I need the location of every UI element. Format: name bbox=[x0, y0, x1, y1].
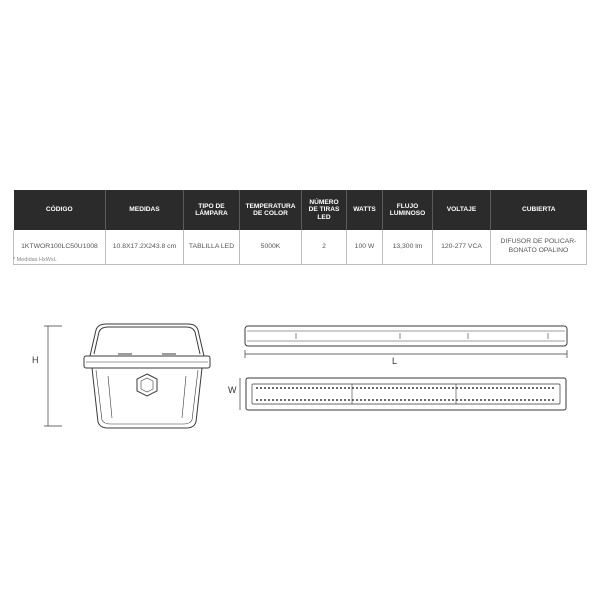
spec-table bbox=[13, 190, 587, 265]
cell-medidas: 10.8X17.2X243.8 cm bbox=[106, 230, 184, 265]
header-codigo: CÓDIGO bbox=[14, 190, 106, 230]
height-label: H bbox=[32, 355, 39, 365]
cell-temperatura: 5000K bbox=[240, 230, 302, 265]
width-label: W bbox=[228, 385, 237, 395]
table-row bbox=[14, 230, 587, 265]
header-temperatura: TEMPERATURA DE COLOR bbox=[240, 190, 302, 230]
header-voltaje: VOLTAJE bbox=[433, 190, 491, 230]
header-medidas: MEDIDAS bbox=[106, 190, 184, 230]
footnote: * Medidas HxWxL bbox=[13, 257, 57, 263]
cell-codigo: 1KTWOR100LC50U1008 bbox=[14, 230, 106, 265]
cell-numero-tiras: 2 bbox=[302, 230, 347, 265]
cell-cubierta: DIFUSOR DE POLICAR- BONATO OPALINO bbox=[491, 230, 587, 265]
cell-watts: 100 W bbox=[347, 230, 383, 265]
cell-tipo-lampara: TABLILLA LED bbox=[184, 230, 240, 265]
header-tipo-lampara: TIPO DE LÁMPARA bbox=[184, 190, 240, 230]
cell-flujo: 13,300 lm bbox=[383, 230, 433, 265]
table-header-row bbox=[14, 190, 587, 230]
header-cubierta: CUBIERTA bbox=[491, 190, 587, 230]
cell-voltaje: 120-277 VCA bbox=[433, 230, 491, 265]
end-view-drawing bbox=[28, 318, 218, 438]
length-label: L bbox=[392, 356, 398, 366]
header-watts: WATTS bbox=[347, 190, 383, 230]
header-numero-tiras: NÚMERO DE TIRAS LED bbox=[302, 190, 347, 230]
header-flujo: FLUJO LUMINOSO bbox=[383, 190, 433, 230]
bottom-view-drawing bbox=[236, 374, 576, 414]
side-view-drawing bbox=[236, 322, 576, 376]
